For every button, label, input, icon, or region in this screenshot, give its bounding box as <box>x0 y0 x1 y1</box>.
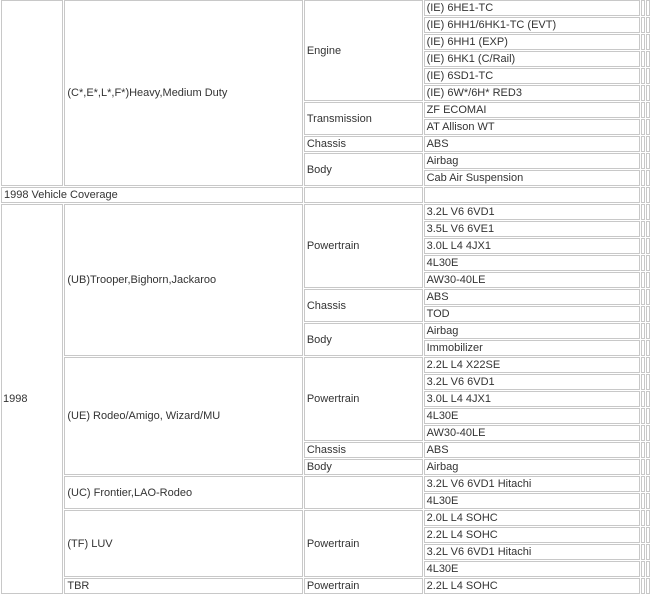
empty-cell <box>641 238 645 254</box>
spec-value: Immobilizer <box>424 340 640 356</box>
category-label <box>304 476 423 509</box>
empty-cell <box>641 153 645 169</box>
spec-value: (IE) 6W*/6H* RED3 <box>424 85 640 101</box>
empty-cell <box>641 323 645 339</box>
table-row <box>1 510 650 526</box>
spec-value: AT Allison WT <box>424 119 640 135</box>
empty-cell <box>641 34 645 50</box>
empty-cell <box>641 442 645 458</box>
empty-cell <box>641 187 645 203</box>
spec-value: 4L30E <box>424 408 640 424</box>
spec-value: (IE) 6HK1 (C/Rail) <box>424 51 640 67</box>
empty-cell <box>641 221 645 237</box>
model-name: (TF) LUV <box>64 510 302 577</box>
empty-cell <box>641 51 645 67</box>
spec-value: 4L30E <box>424 561 640 577</box>
empty-cell <box>646 578 650 594</box>
empty-cell <box>646 68 650 84</box>
empty-cell <box>641 357 645 373</box>
spec-value: (IE) 6HE1-TC <box>424 0 640 16</box>
spec-value: 3.5L V6 6VE1 <box>424 221 640 237</box>
category-label: Chassis <box>304 289 423 322</box>
spec-value: 3.2L V6 6VD1 <box>424 374 640 390</box>
empty-cell <box>641 578 645 594</box>
empty-cell <box>646 391 650 407</box>
spec-value: 2.2L L4 SOHC <box>424 527 640 543</box>
empty-cell <box>646 170 650 186</box>
category-label: Powertrain <box>304 578 423 594</box>
empty-cell <box>646 510 650 526</box>
section-header: 1998 Vehicle Coverage <box>1 187 303 203</box>
empty-cell <box>641 204 645 220</box>
table-row <box>1 357 650 373</box>
empty-cell <box>641 136 645 152</box>
spec-value: ABS <box>424 136 640 152</box>
category-label: Engine <box>304 0 423 101</box>
spec-value: 2.2L L4 X22SE <box>424 357 640 373</box>
spec-value: 3.2L V6 6VD1 Hitachi <box>424 476 640 492</box>
empty-cell <box>646 85 650 101</box>
empty-cell <box>646 476 650 492</box>
empty-cell <box>641 374 645 390</box>
empty-cell <box>646 408 650 424</box>
spec-value: TOD <box>424 306 640 322</box>
category-label: Powertrain <box>304 357 423 441</box>
empty-cell <box>641 68 645 84</box>
empty-cell <box>424 187 640 203</box>
empty-cell <box>641 476 645 492</box>
spec-value: (IE) 6SD1-TC <box>424 68 640 84</box>
empty-cell <box>646 289 650 305</box>
table-row <box>1 187 650 203</box>
empty-cell <box>646 340 650 356</box>
empty-cell <box>641 255 645 271</box>
empty-cell <box>304 187 423 203</box>
category-label: Chassis <box>304 442 423 458</box>
empty-cell <box>641 306 645 322</box>
empty-cell <box>641 425 645 441</box>
empty-cell <box>646 255 650 271</box>
model-name: (C*,E*,L*,F*)Heavy,Medium Duty <box>64 0 302 186</box>
empty-cell <box>646 102 650 118</box>
empty-cell <box>646 34 650 50</box>
empty-cell <box>646 544 650 560</box>
empty-cell <box>646 204 650 220</box>
empty-cell <box>641 85 645 101</box>
spec-value: 2.0L L4 SOHC <box>424 510 640 526</box>
empty-cell <box>641 289 645 305</box>
empty-cell <box>646 136 650 152</box>
model-name: (UE) Rodeo/Amigo, Wizard/MU <box>64 357 302 475</box>
empty-cell <box>641 340 645 356</box>
empty-cell <box>646 425 650 441</box>
empty-cell <box>641 561 645 577</box>
category-label: Powertrain <box>304 510 423 577</box>
empty-cell <box>641 170 645 186</box>
empty-cell <box>646 51 650 67</box>
table-row <box>1 476 650 492</box>
empty-cell <box>641 459 645 475</box>
empty-cell <box>641 119 645 135</box>
spec-value: Airbag <box>424 153 640 169</box>
spec-value: 3.2L V6 6VD1 Hitachi <box>424 544 640 560</box>
model-name: (UC) Frontier,LAO-Rodeo <box>64 476 302 509</box>
empty-cell <box>646 0 650 16</box>
empty-cell <box>641 527 645 543</box>
year-cell <box>1 0 63 186</box>
empty-cell <box>641 391 645 407</box>
empty-cell <box>646 17 650 33</box>
empty-cell <box>646 221 650 237</box>
empty-cell <box>646 272 650 288</box>
category-label: Body <box>304 153 423 186</box>
empty-cell <box>641 272 645 288</box>
empty-cell <box>641 510 645 526</box>
empty-cell <box>641 544 645 560</box>
spec-value: Airbag <box>424 323 640 339</box>
empty-cell <box>641 408 645 424</box>
empty-cell <box>646 442 650 458</box>
empty-cell <box>646 527 650 543</box>
category-label: Body <box>304 459 423 475</box>
spec-value: 4L30E <box>424 493 640 509</box>
table-row <box>1 578 650 594</box>
model-name: (UB)Trooper,Bighorn,Jackaroo <box>64 204 302 356</box>
category-label: Body <box>304 323 423 356</box>
empty-cell <box>646 459 650 475</box>
model-name: TBR <box>64 578 302 594</box>
spec-value: ABS <box>424 289 640 305</box>
category-label: Transmission <box>304 102 423 135</box>
category-label: Chassis <box>304 136 423 152</box>
spec-value: (IE) 6HH1/6HK1-TC (EVT) <box>424 17 640 33</box>
spec-value: 4L30E <box>424 255 640 271</box>
spec-value: 2.2L L4 SOHC <box>424 578 640 594</box>
empty-cell <box>646 493 650 509</box>
empty-cell <box>641 493 645 509</box>
spec-value: ABS <box>424 442 640 458</box>
empty-cell <box>646 153 650 169</box>
empty-cell <box>646 561 650 577</box>
spec-value: 3.2L V6 6VD1 <box>424 204 640 220</box>
year-cell: 1998 <box>1 204 63 594</box>
empty-cell <box>646 323 650 339</box>
empty-cell <box>646 306 650 322</box>
spec-value: AW30-40LE <box>424 425 640 441</box>
empty-cell <box>646 238 650 254</box>
category-label: Powertrain <box>304 204 423 288</box>
spec-value: 3.0L L4 4JX1 <box>424 391 640 407</box>
spec-value: Airbag <box>424 459 640 475</box>
empty-cell <box>646 119 650 135</box>
spec-value: 3.0L L4 4JX1 <box>424 238 640 254</box>
empty-cell <box>641 0 645 16</box>
spec-value: AW30-40LE <box>424 272 640 288</box>
empty-cell <box>646 374 650 390</box>
empty-cell <box>646 187 650 203</box>
empty-cell <box>641 17 645 33</box>
empty-cell <box>646 357 650 373</box>
table-row <box>1 204 650 220</box>
spec-value: ZF ECOMAI <box>424 102 640 118</box>
spec-value: (IE) 6HH1 (EXP) <box>424 34 640 50</box>
empty-cell <box>641 102 645 118</box>
spec-value: Cab Air Suspension <box>424 170 640 186</box>
table-row <box>1 0 650 16</box>
